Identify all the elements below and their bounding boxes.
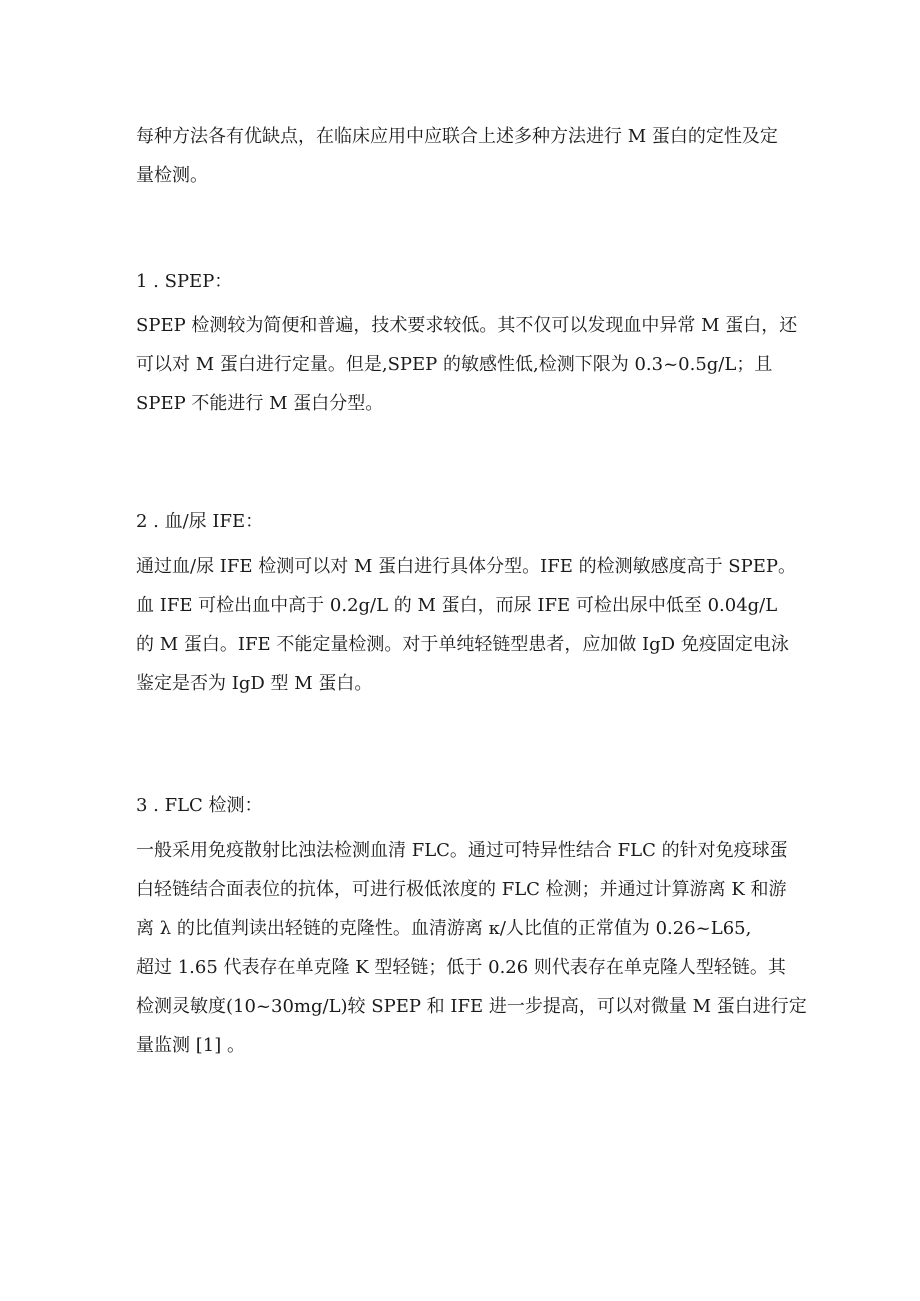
- section-paragraph-ife: [136, 547, 796, 703]
- text-line: 量监测 [1] 。: [136, 1035, 245, 1056]
- text-line: SPEP 检测较为简便和普遍，技术要求较低。其不仅可以发现血中异常 M 蛋白，还: [136, 315, 798, 336]
- section-paragraph-spep: [136, 306, 798, 423]
- text-line: SPEP 不能进行 M 蛋白分型。: [136, 393, 384, 414]
- text-line: 可以对 M 蛋白进行定量。但是,SPEP 的敏感性低,检测下限为 0.3~0.5g/L；且: [136, 354, 773, 375]
- text-line: 一般采用免疫散射比浊法检测血清 FLC。通过可特异性结合 FLC 的针对免疫球蛋: [136, 840, 788, 861]
- text-line: 超过 1.65 代表存在单克隆 K 型轻链；低于 0.26 则代表存在单克隆人型轻链。其: [136, 957, 786, 978]
- text-line: 血 IFE 可检出血中高于 0.2g/L 的 M 蛋白，而尿 IFE 可检出尿中低至 0.04g/L: [136, 595, 778, 616]
- text-line: 离 λ 的比值判读出轻链的克隆性。血清游离 κ/人比值的正常值为 0.26~L65,: [136, 918, 752, 939]
- text-line: 每种方法各有优缺点，在临床应用中应联合上述多种方法进行 M 蛋白的定性及定: [136, 126, 778, 147]
- text-line: 白轻链结合面表位的抗体，可进行极低浓度的 FLC 检测；并通过计算游离 K 和游: [136, 879, 787, 900]
- text-line: 鉴定是否为 IgD 型 M 蛋白。: [136, 673, 373, 694]
- intro-paragraph: [136, 117, 786, 195]
- section-heading-spep: 1 . SPEP：: [136, 271, 233, 292]
- section-paragraph-flc: [136, 831, 807, 1065]
- text-line: 量检测。: [136, 165, 208, 186]
- text-line: 检测灵敏度(10~30mg/L)较 SPEP 和 IFE 进一步提高，可以对微量 M 蛋白进行定: [136, 996, 807, 1017]
- section-heading-flc: 3 . FLC 检测：: [136, 795, 263, 816]
- section-heading-ife: 2 . 血/尿 IFE：: [136, 511, 264, 532]
- text-line: 通过血/尿 IFE 检测可以对 M 蛋白进行具体分型。IFE 的检测敏感度高于 SPEP。: [136, 556, 796, 577]
- text-line: 的 M 蛋白。IFE 不能定量检测。对于单纯轻链型患者，应加做 IgD 免疫固定电泳: [136, 634, 789, 655]
